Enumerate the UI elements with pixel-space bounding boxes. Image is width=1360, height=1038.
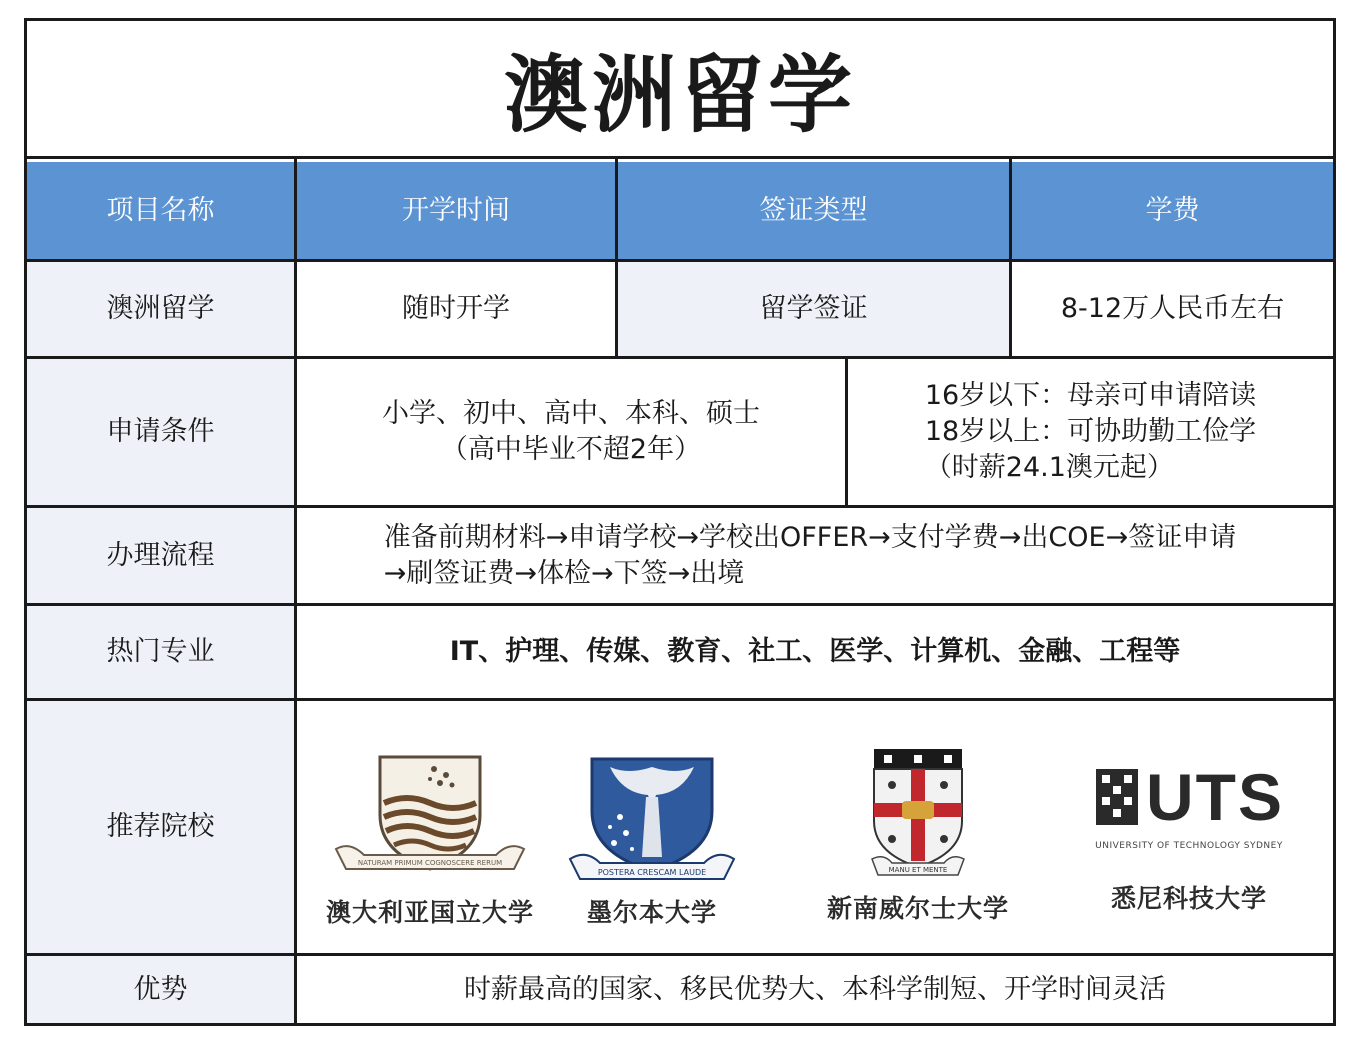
melbourne-crest-icon (552, 745, 752, 887)
process-steps-line1: 准备前期材料→申请学校→学校出OFFER→支付学费→出COE→签证申请 (383, 521, 1237, 553)
uts-subtitle: UNIVERSITY OF TECHNOLOGY SYDNEY (1095, 841, 1283, 851)
tuition-value: 8-12万人民币左右 (1060, 293, 1285, 324)
grid-line (27, 356, 1333, 359)
anu-logo (325, 745, 535, 929)
page-title: 澳洲留学 (27, 21, 1333, 159)
education-levels-note: （高中毕业不超2年） (440, 434, 702, 465)
process-steps-line2: →刷签证费→体检→下签→出境 (383, 557, 745, 589)
grid-line (615, 159, 618, 359)
grid-line (1009, 159, 1012, 359)
grid-line (294, 159, 297, 1023)
label-program: 澳洲留学 (27, 262, 294, 356)
education-levels-line: 小学、初中、高中、本科、硕士 (382, 398, 760, 429)
unsw-motto: MANU ET MENTE (888, 866, 948, 874)
unsw-crest-icon (818, 741, 1018, 883)
anu-motto: NATURAM PRIMUM COGNOSCERE RERUM (357, 859, 503, 867)
grid-line (27, 505, 1333, 508)
label-majors: 热门专业 (27, 606, 294, 698)
melbourne-logo (547, 745, 757, 929)
uts-mark-icon (1094, 767, 1140, 827)
grid-line (845, 356, 848, 508)
label-process: 办理流程 (27, 508, 294, 603)
visa-type-value: 留学签证 (618, 262, 1009, 356)
school-name-anu: 澳大利亚国立大学 (325, 898, 534, 927)
header-project-name: 项目名称 (27, 162, 294, 259)
header-visa-type: 签证类型 (618, 162, 1009, 259)
school-name-uts: 悉尼科技大学 (1110, 884, 1267, 913)
label-schools: 推荐院校 (27, 701, 294, 953)
uts-logo (1079, 743, 1299, 915)
header-tuition: 学费 (1012, 162, 1333, 259)
age-condition-over18: 18岁以上：可协助勤工俭学 (924, 416, 1257, 447)
label-advantages: 优势 (27, 956, 294, 1023)
grid-line (27, 953, 1333, 956)
school-name-unsw: 新南威尔士大学 (826, 894, 1009, 923)
advantages-text: 时薪最高的国家、移民优势大、本科学制短、开学时间灵活 (464, 973, 1166, 1005)
label-requirements: 申请条件 (27, 359, 294, 505)
grid-line (27, 698, 1333, 701)
education-levels (297, 359, 845, 505)
grid-line (27, 259, 1333, 262)
header-start-time: 开学时间 (297, 162, 615, 259)
popular-majors: IT、护理、传媒、教育、社工、医学、计算机、金融、工程等 (449, 636, 1181, 667)
grid-line (27, 603, 1333, 606)
process-steps (297, 508, 1333, 603)
age-condition-under16: 16岁以下：母亲可申请陪读 (924, 380, 1257, 411)
hourly-wage-note: （时薪24.1澳元起） (924, 452, 1174, 483)
uts-wordmark: UTS (1146, 760, 1284, 834)
unsw-logo (813, 741, 1023, 925)
start-time-value: 随时开学 (402, 293, 510, 324)
info-table (24, 18, 1336, 1026)
age-conditions (848, 359, 1333, 505)
melbourne-motto: POSTERA CRESCAM LAUDE (597, 868, 707, 877)
anu-crest-icon (330, 745, 530, 887)
school-name-melbourne: 墨尔本大学 (586, 898, 717, 927)
